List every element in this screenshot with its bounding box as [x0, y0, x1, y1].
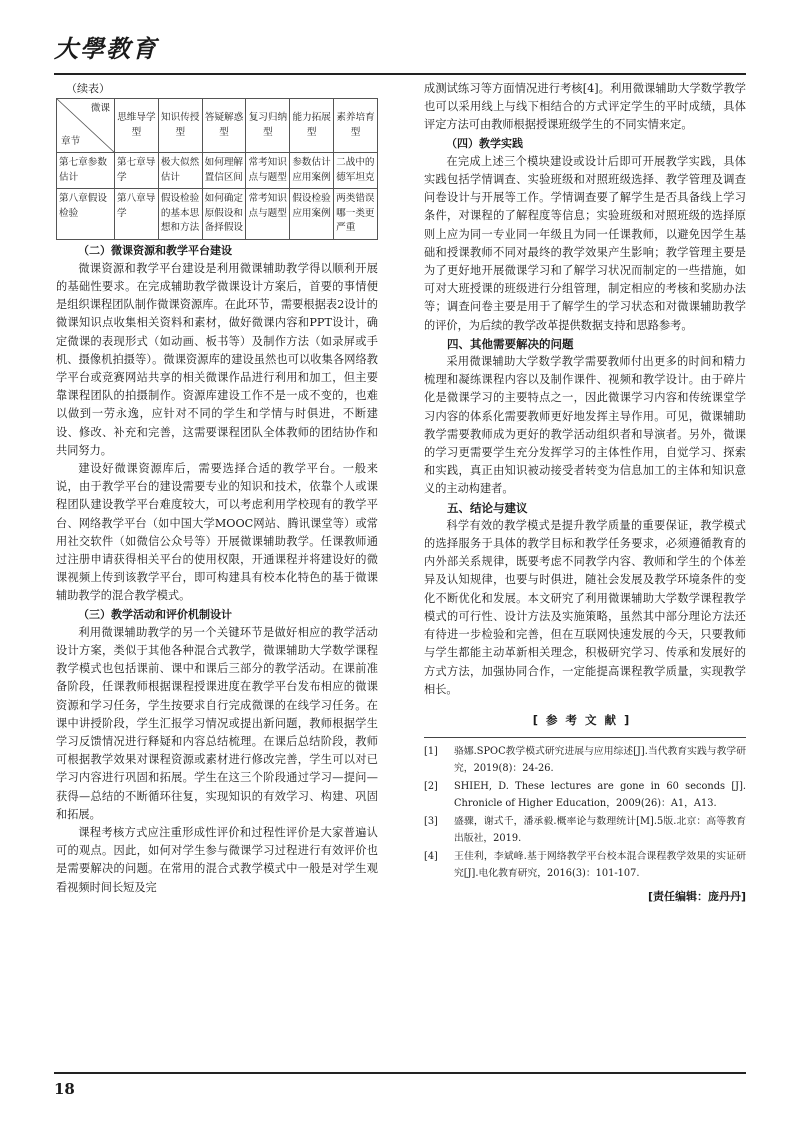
header-rule — [54, 73, 746, 75]
table-cell: 假设检验应用案例 — [290, 189, 334, 240]
paragraph: 课程考核方式应注重形成性评价和过程性评价是大家普遍认可的观点。因此，如何对学生参与微课学习过程进行有效评价也是需要解决的问题。在常用的混合式教学模式中一般是对学生观看视频时间长短及完 — [56, 826, 378, 894]
section-heading-conclusion: 五、结论与建议 — [447, 500, 528, 515]
left-column — [56, 80, 378, 897]
right-column — [424, 80, 746, 906]
reference-number: [3] — [424, 816, 438, 828]
table-cell: 第七章导学 — [115, 153, 159, 189]
footer-rule — [54, 1072, 746, 1074]
table-cell: 常考知识点与题型 — [246, 189, 290, 240]
section-heading-practice: （四）教学实践 — [446, 136, 523, 150]
reference-item — [424, 849, 746, 882]
section-heading-platform: （二）微课资源和教学平台建设 — [78, 243, 232, 257]
table-cell: 两类错误哪一类更严重 — [334, 189, 378, 240]
paragraph-continued: 成测试练习等方面情况进行考核[4]。利用微课辅助大学数学教学也可以采用线上与线下相结合的方式评定学生的平时成绩，具体评定方法可由教师根据授课班级学生的不同实情来定。 — [424, 82, 746, 132]
table-header-cell: 答疑解惑型 — [202, 99, 246, 153]
journal-masthead: 大學教育 — [54, 34, 158, 63]
diag-bottom-label: 章节 — [61, 135, 81, 147]
table-cell: 假设检验的基本思想和方法 — [158, 189, 202, 240]
table-header-cell: 复习归纳型 — [246, 99, 290, 153]
paragraph: 微课资源和教学平台建设是利用微课辅助教学得以顺利开展的基础性要求。在完成辅助教学微课设计方案后，首要的事情便是组织课程团队制作微课资源库。在此环节，需要根据表2设计的微课知识点收集相关资料和素材，做好微课内容和PPT设计，确定微课的表现形式（如动画、板书等）及制作方法（如录屏或手机、摄像机拍摄等）。微课资源库的建设虽然也可以收集各网络教学平台或竞赛网站共享的相关微课作品进行利用和加工，但主要靠课程团队的拍摄制作。资源库建设工作不是一成不变的，也难以做到一劳永逸，应针对不同的学生和学情与时俱进，不断建设、修改、补充和完善，这需要课程团队全体教师的团结协作和共同努力。 — [56, 261, 378, 457]
reference-number: [2] — [424, 781, 438, 793]
paragraph: 采用微课辅助大学数学教学需要教师付出更多的时间和精力梳理和凝练课程内容以及制作课件、视频和教学设计。由于碎片化是微课学习的主要特点之一，因此微课学习内容和传统课堂学习内容的体系化需要教师更好地发挥主导作用。可见，微课辅助教学需要教师成为更好的教学活动组织者和导演者。另外，微课的学习更需要学生充分发挥学习的主体性作用，自觉学习、探索和实践，真正由知识被动接受者转变为信息加工的主体和知识意义的主动构建者。 — [424, 355, 746, 496]
responsible-editor: [责任编辑：庞丹丹] — [647, 890, 746, 904]
table-caption: （续表） — [66, 82, 110, 95]
paragraph: 科学有效的教学模式是提升教学质量的重要保证，教学模式的选择服务于具体的教学目标和教学任务要求，必须遵循教育的内外部关系规律，既要考虑不同教学内容、教师和学生的个体差异及认知规律，也要与时俱进，随社会发展及教学环境条件的变化不断优化和发展。本文研究了利用微课辅助大学数学课程教学模式的可行性、设计方法及实施策略，虽然其中部分理论方法还有待进一步检验和完善，但在互联网快速发展的今天，只要教师与学生都能主动革新相关理念，积极研究学习、传承和发展好的方式方法，加强协同合作，一定能提高课程教学质量，实现教学相长。 — [424, 518, 746, 696]
table-cell: 如何理解置信区间 — [202, 153, 246, 189]
reference-item — [424, 744, 746, 777]
reference-item — [424, 814, 746, 847]
table-cell: 第七章参数估计 — [57, 153, 115, 189]
table-cell: 如何确定原假设和备择假设 — [202, 189, 246, 240]
reference-item — [424, 779, 746, 812]
table-header-cell: 思维导学型 — [115, 99, 159, 153]
table-cell: 第八章假设检验 — [57, 189, 115, 240]
table-header-cell: 能力拓展型 — [290, 99, 334, 153]
micro-lecture-table — [56, 98, 378, 240]
table-row — [57, 189, 378, 240]
paragraph: 利用微课辅助教学的另一个关键环节是做好相应的教学活动设计方案，类似于其他各种混合式教学，微课辅助大学数学课程教学模式也包括课前、课中和课后三部分的教学活动。在课前准备阶段，任课教师根据课程授课进度在教学平台发布相应的微课资源和学习任务，学生按要求自行完成微课的在线学习任务。在课中讲授阶段，学生汇报学习情况或提出新问题，教师根据学生学习反馈情况进行释疑和内容总结梳理。在课后总结阶段，教师可根据教学效果对课程资源或素材进行修改完善，学生可以对已学习内容进行巩固和拓展。学生在这三个阶段通过学习—提问—获得—总结的不断循环往复，实现知识的有效学习、构建、巩固和拓展。 — [56, 625, 378, 821]
reference-number: [1] — [424, 746, 438, 758]
paragraph: 建设好微课资源库后，需要选择合适的教学平台。一般来说，由于教学平台的建设需要专业的知识和技术，依靠个人或课程团队建设教学平台难度较大，可以考虑利用学校现有的教学平台、网络教学平台（如中国大学MOOC网站、腾讯课堂等）或常用社交软件（如微信公众号等）开展微课辅助教学。任课教师通过注册申请获得相关平台的使用权限，开通课程并将建设好的微课视频上传到该教学平台，即可构建具有校本化特色的基于微课辅助教学的混合教学模式。 — [56, 461, 378, 603]
table-cell: 二战中的德军坦克 — [334, 153, 378, 189]
table-row — [57, 153, 378, 189]
section-heading-problems: 四、其他需要解决的问题 — [447, 336, 574, 351]
table-cell: 常考知识点与题型 — [246, 153, 290, 189]
reference-number: [4] — [424, 851, 438, 863]
reference-text: 王佳利，李斌峰.基于网络教学平台校本混合课程教学效果的实证研究[J].电化教育研究，2016(3)：101-107. — [454, 851, 746, 879]
table-header-cell: 知识传授型 — [158, 99, 202, 153]
section-heading-activity: （三）教学活动和评价机制设计 — [78, 607, 232, 621]
table-header-row — [57, 99, 378, 153]
table-cell: 极大似然估计 — [158, 153, 202, 189]
table-cell: 参数估计应用案例 — [290, 153, 334, 189]
page-number: 18 — [54, 1080, 75, 1098]
reference-text: 盛骤，谢式千，潘承毅.概率论与数理统计[M].5版.北京：高等教育出版社，2019. — [454, 816, 746, 844]
table-diagonal-header — [57, 99, 115, 153]
reference-text: 骆娜.SPOC教学模式研究进展与应用综述[J].当代教育实践与教学研究，2019(8)：24-26. — [454, 746, 746, 774]
table-cell: 第八章导学 — [115, 189, 159, 240]
paragraph: 在完成上述三个模块建设或设计后即可开展教学实践，具体实践包括学情调查、实验班级和对照班级选择、教学管理及调查问卷设计与开展等工作。学情调查要了解学生是否具备线上学习条件，对课程的了解程度等信息；实验班级和对照班级的选择原则上应为同一专业同一年级且为同一任课教师，以避免因学生基础和授课教师不同对最终的教学效果产生影响；教学管理主要是为了更好地开展微课学习和了解学习状况而制定的一些措施，如可对大班授课的班级进行分组管理，制定相应的考核和奖励办法等；调查问卷主要是用于了解学生的学习状态和对微课辅助教学的评价，为后续的教学改革提供数据支持和思路参考。 — [424, 154, 746, 332]
references-rule — [424, 737, 746, 738]
table-header-cell: 素养培育型 — [334, 99, 378, 153]
diag-top-label: 微课 — [90, 103, 110, 114]
reference-text: SHIEH, D. These lectures are gone in 60 seconds [J]. Chronicle of Higher Education，2009(26)：A1，A13. — [454, 781, 746, 809]
references-title: [参考文献] — [532, 712, 638, 727]
